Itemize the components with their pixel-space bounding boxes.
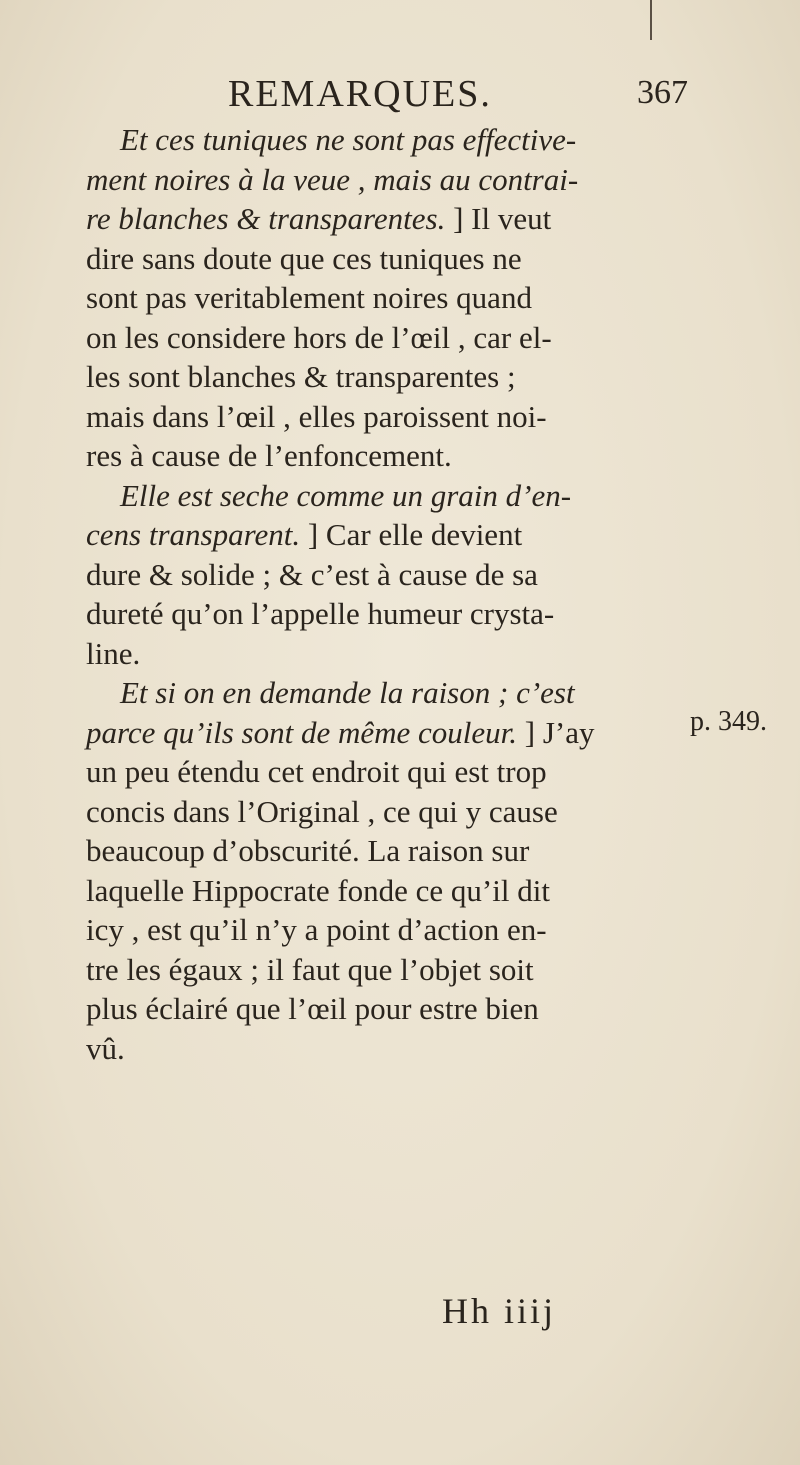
text-line: beaucoup d’obscurité. La raison sur (86, 833, 530, 868)
text-line: les sont blanches & transparentes ; (86, 359, 516, 394)
lemma-text: Et si on en demande la raison ; c’est (120, 675, 575, 710)
lemma-text: cens transparent. (86, 517, 301, 552)
text-line (86, 160, 686, 200)
text-line: dire sans doute que ces tuniques ne (86, 240, 522, 276)
text-line: mais dans l’œil , elles paroissent noi- (86, 398, 547, 434)
lemma-text: Elle est seche comme un grain d’en- (120, 477, 572, 513)
text-line (86, 199, 686, 239)
text-line (86, 120, 686, 160)
body-text (86, 120, 686, 1068)
page-number: 367 (637, 74, 688, 111)
text-line: res à cause de l’enfoncement. (86, 438, 452, 473)
text-line (86, 673, 686, 713)
text-line: plus éclairé que l’œil pour estre bien (86, 991, 539, 1026)
text-line (86, 515, 686, 555)
lemma-text: parce qu’ils sont de même couleur. (86, 714, 518, 750)
lemma-text: Et ces tuniques ne sont pas effective- (120, 122, 577, 157)
margin-note: p. 349. (690, 706, 767, 737)
commentary-text: ] J’ay (517, 714, 595, 750)
page-header (228, 72, 688, 120)
text-line: icy , est qu’il n’y a point d’action en- (86, 912, 547, 947)
text-line: line. (86, 635, 141, 671)
commentary-text: ] Car elle devient (300, 517, 523, 552)
text-line: tre les égaux ; il faut que l’objet soit (86, 951, 534, 987)
commentary-text: ] Il veut (445, 201, 552, 236)
text-line (86, 476, 686, 516)
text-line: sont pas veritablement noires quand (86, 280, 532, 315)
text-line: laquelle Hippocrate fonde ce qu’il dit (86, 872, 550, 908)
text-line: concis dans l’Original , ce qui y cause (86, 793, 558, 829)
text-line: on les considere hors de l’œil , car el- (86, 319, 552, 355)
lemma-text: ment noires à la veue , mais au contrai- (86, 161, 579, 197)
page-edge-mark (650, 0, 652, 40)
text-line: dureté qu’on l’appelle humeur crysta- (86, 596, 555, 631)
text-line (86, 713, 686, 753)
text-line: un peu étendu cet endroit qui est trop (86, 754, 547, 789)
text-line: vû. (86, 1030, 125, 1066)
signature-mark: Hh iiij (442, 1291, 557, 1331)
text-line: dure & solide ; & c’est à cause de sa (86, 556, 538, 592)
lemma-text: re blanches & transparentes. (86, 201, 446, 236)
running-title: REMARQUES. (228, 73, 492, 115)
